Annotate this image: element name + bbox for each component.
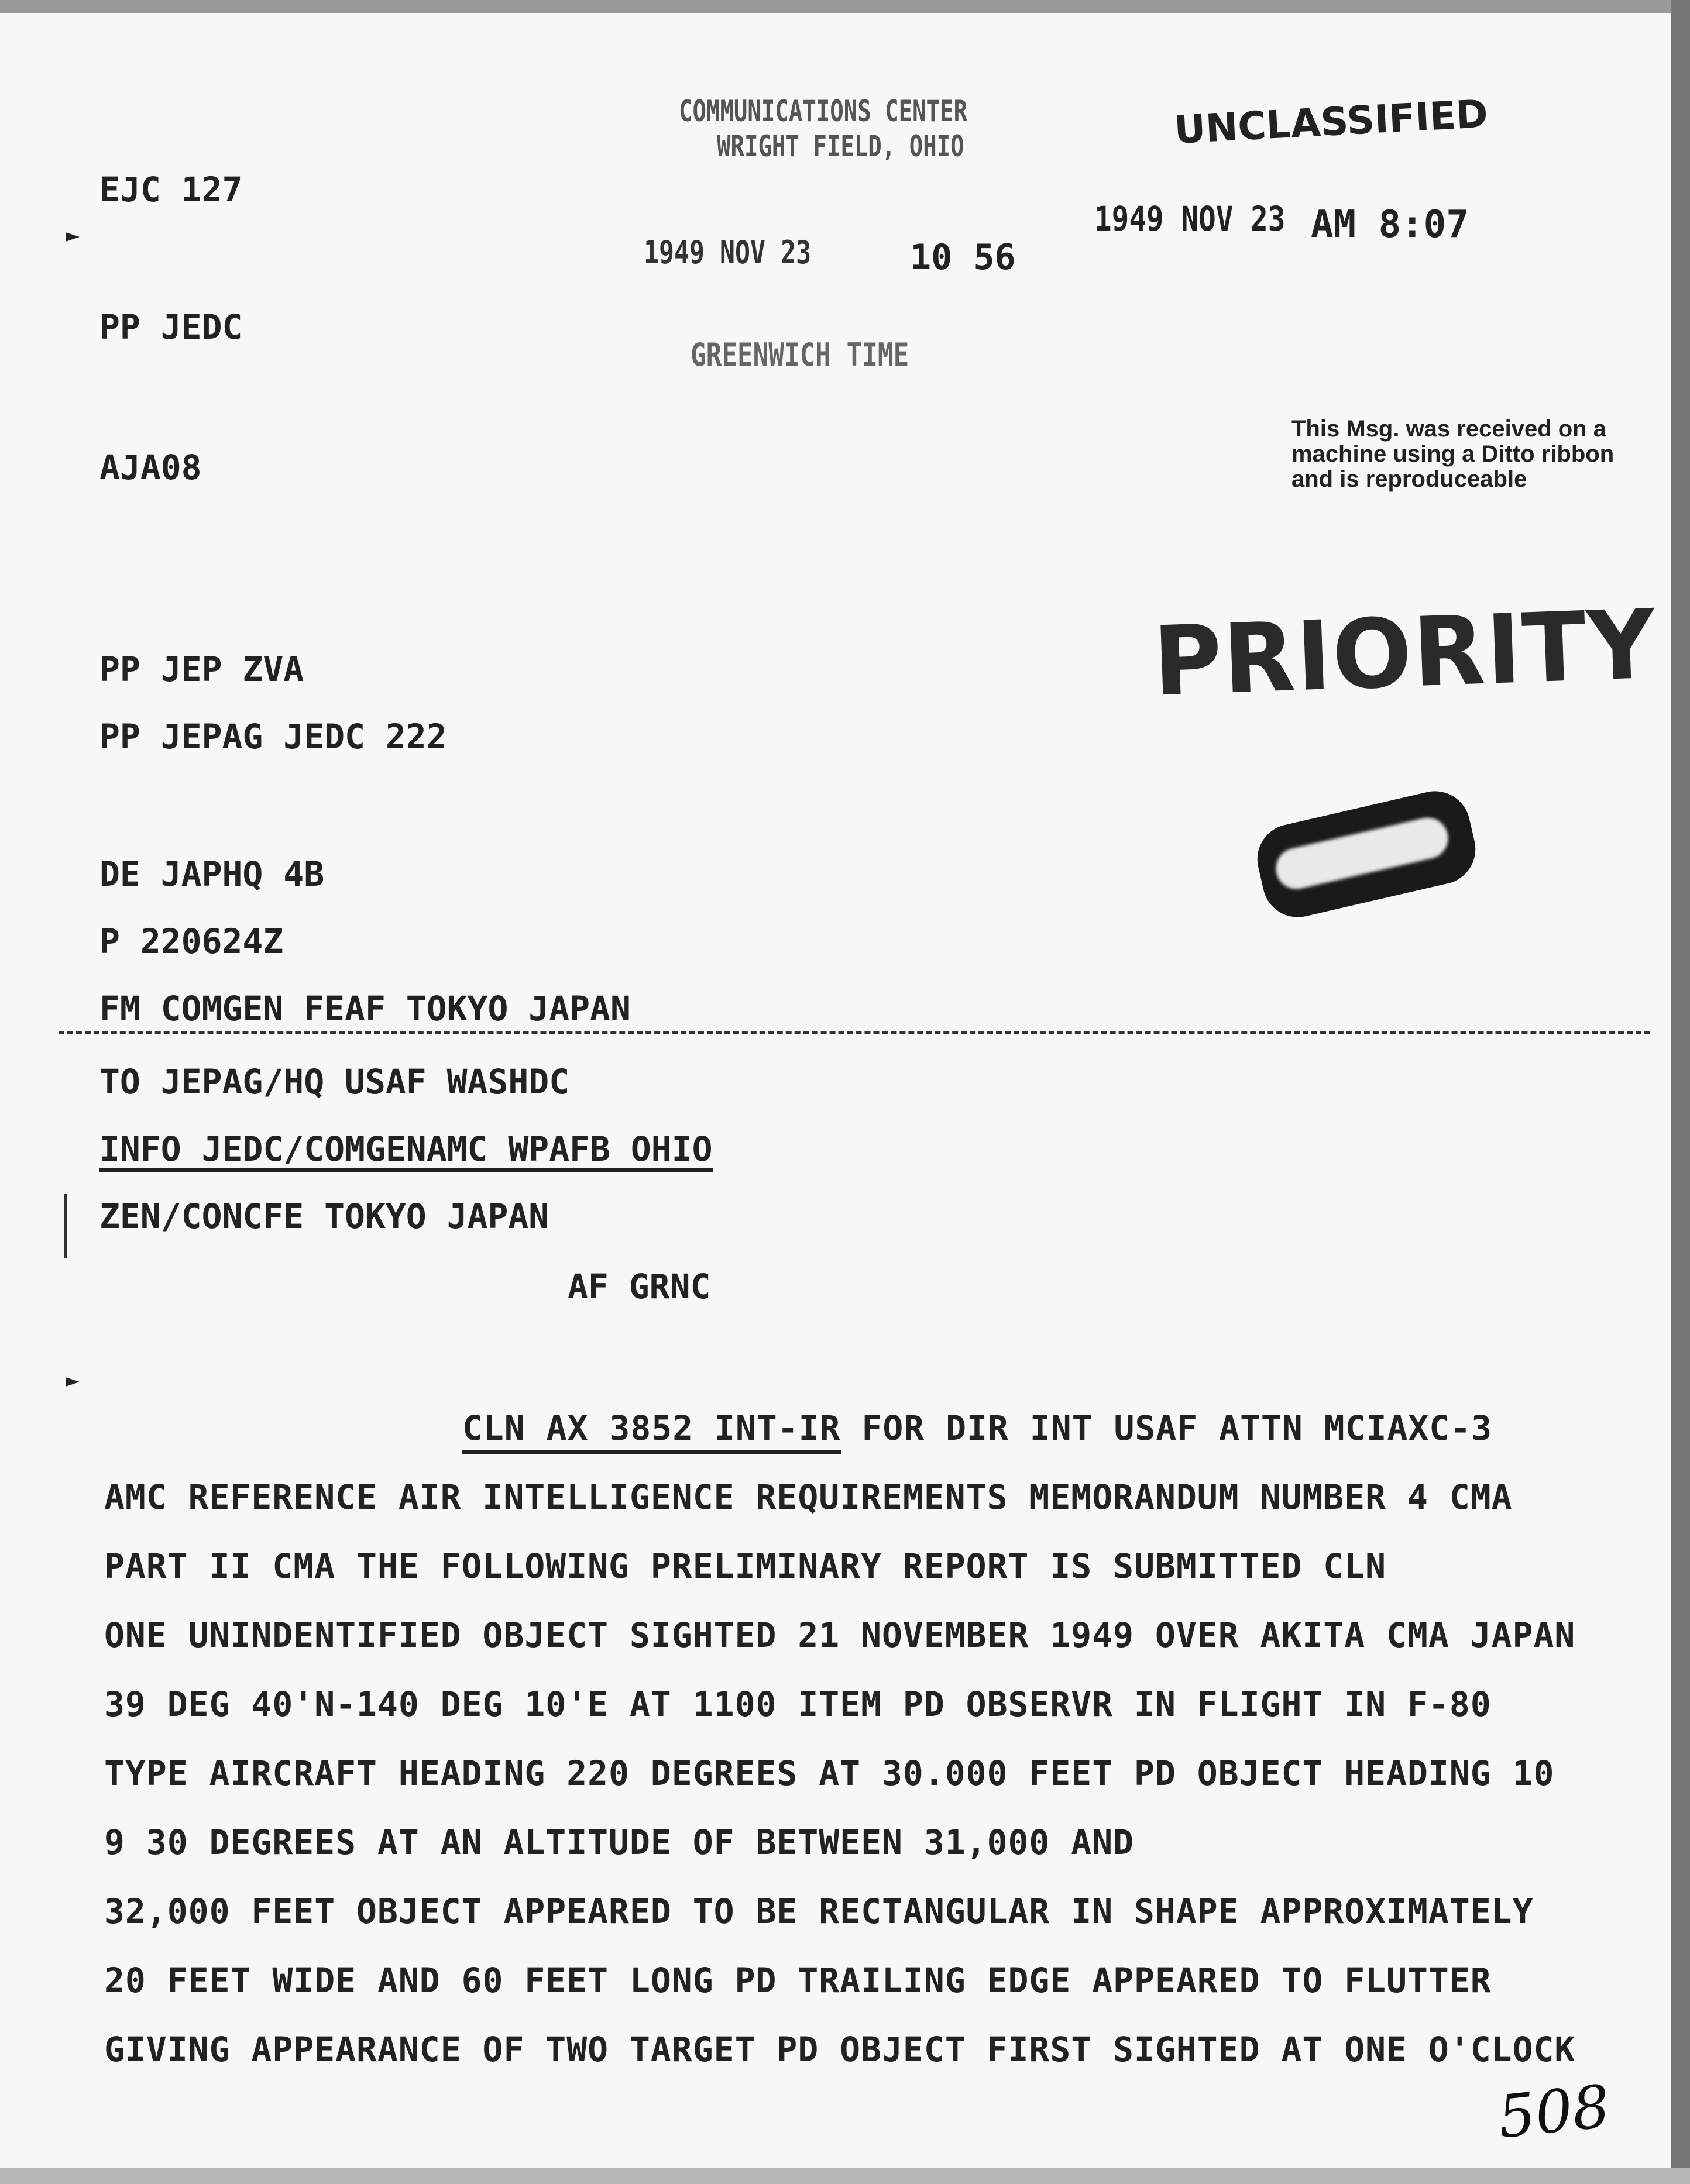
reference-number: CLN AX 3852 INT-IR [462, 1408, 841, 1454]
reference-rest: FOR DIR INT USAF ATTN MCIAXC-3 [840, 1408, 1493, 1448]
to-line: TO JEPAG/HQ USAF WASHDC [99, 1062, 570, 1102]
greenwich-time-stamp: GREENWICH TIME [691, 336, 909, 373]
body-line: 32,000 FEET OBJECT APPEARED TO BE RECTANGULAR IN SHAPE APPROXIMATELY [104, 1891, 1534, 1931]
comm-center-stamp-line2: WRIGHT FIELD, OHIO [717, 129, 964, 163]
classification-stamp: UNCLASSIFIED [1173, 91, 1489, 153]
received-date-stamp: 1949 NOV 23 [1094, 199, 1286, 239]
message-id: AJA08 [99, 448, 202, 487]
body-line: ONE UNINDENTIFIED OBJECT SIGHTED 21 NOVEMBER 1949 OVER AKITA CMA JAPAN [104, 1615, 1576, 1655]
gmt-time-stamp: 10 56 [910, 237, 1016, 278]
zen-line: ZEN/CONCFE TOKYO JAPAN [99, 1196, 549, 1236]
ditto-note-line: and is reproduceable [1291, 466, 1527, 493]
scan-border-bottom [0, 2168, 1690, 2184]
routing-line: PP JEP ZVA [99, 649, 304, 689]
margin-arrow-icon [66, 232, 80, 242]
priority-stamp: PRIORITY [1151, 588, 1658, 718]
body-line: 20 FEET WIDE AND 60 FEET LONG PD TRAILING EDGE APPEARED TO FLUTTER [104, 1961, 1492, 2000]
gmt-date-stamp: 1949 NOV 23 [644, 234, 812, 271]
info-line: INFO JEDC/COMGENAMC WPAFB OHIO [99, 1132, 713, 1172]
scan-border-top [0, 0, 1690, 13]
scan-border-right [1671, 0, 1690, 2184]
margin-bracket [64, 1194, 67, 1258]
routing-line: DE JAPHQ 4B [99, 854, 325, 894]
body-line: PART II CMA THE FOLLOWING PRELIMINARY REPORT IS SUBMITTED CLN [104, 1546, 1387, 1586]
precedence-line: PP JEDC [99, 307, 243, 347]
body-first-line [462, 1408, 1493, 1448]
margin-arrow-icon [66, 1377, 80, 1387]
body-line: AMC REFERENCE AIR INTELLIGENCE REQUIREMENTS MEMORANDUM NUMBER 4 CMA [104, 1477, 1513, 1517]
body-line: TYPE AIRCRAFT HEADING 220 DEGREES AT 30.000 FEET PD OBJECT HEADING 10 [104, 1753, 1555, 1793]
received-time-stamp: AM 8:07 [1311, 203, 1469, 246]
body-line: 9 30 DEGREES AT AN ALTITUDE OF BETWEEN 31,000 AND [104, 1822, 1135, 1862]
separator-line [59, 1031, 1650, 1034]
routing-line: P 220624Z [99, 921, 284, 961]
ditto-note-line: machine using a Ditto ribbon [1291, 441, 1615, 467]
ditto-ribbon-note [1291, 417, 1614, 493]
routing-line: PP JEPAG JEDC 222 [99, 717, 447, 756]
routing-code: EJC 127 [99, 170, 243, 209]
af-grnc-line: AF GRNC [568, 1267, 711, 1306]
body-line: 39 DEG 40'N-140 DEG 10'E AT 1100 ITEM PD OBSERVR IN FLIGHT IN F-80 [104, 1684, 1492, 1724]
body-line: GIVING APPEARANCE OF TWO TARGET PD OBJECT FIRST SIGHTED AT ONE O'CLOCK [104, 2030, 1576, 2069]
from-line: FM COMGEN FEAF TOKYO JAPAN [99, 989, 631, 1029]
comm-center-stamp-line1: COMMUNICATIONS CENTER [679, 94, 968, 128]
page-number: 508 [1495, 2072, 1613, 2152]
ditto-note-line: This Msg. was received on a [1291, 416, 1606, 442]
